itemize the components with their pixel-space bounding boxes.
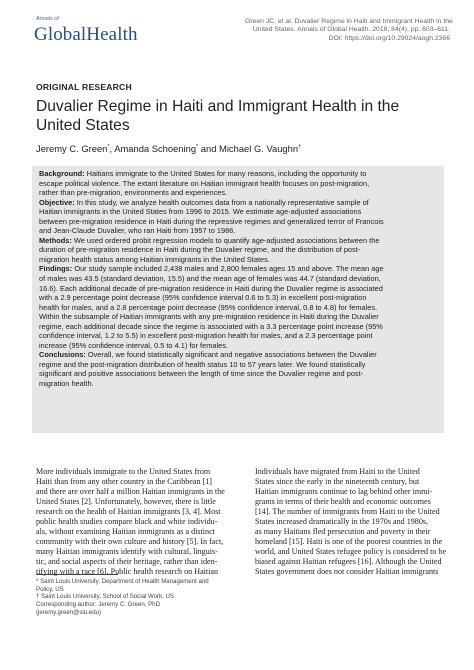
abstract-text: Haitian immigrants in the United States from 1996 to 2015. We estimate age-adjusted associations [39, 207, 362, 217]
body-column-right [255, 467, 449, 576]
abstract-text: increase (95% confidence interval, 0.5 to 4.1) for females. [39, 340, 228, 350]
body-text-line: and there are over half a million Haitian immigrants in the [36, 486, 225, 496]
abstract [39, 169, 439, 389]
body-text-line: biased against Haitian refugees [16]. Although the United [255, 556, 442, 566]
abstract-heading: Conclusions: [39, 350, 86, 360]
abstract-line [39, 274, 439, 284]
journal-logo-small: Annals of [36, 16, 59, 22]
abstract-line [39, 360, 439, 370]
body-column-left [36, 467, 229, 576]
abstract-line [39, 293, 439, 303]
body-text-line: United States [2]. Unfortunately, however, there is little [36, 496, 216, 506]
body-text-line: homeland [15]. Haiti is one of the poorest countries in the [255, 536, 443, 546]
body-text-line: [14]. The number of immigrants from Haiti to the United [255, 506, 440, 516]
footnote-line: Policy, US [36, 585, 64, 593]
abstract-line [39, 312, 439, 322]
footnote-line: * Saint Louis University, Department of Health Management and [36, 578, 209, 585]
citation-block [245, 18, 453, 43]
body-text-line: States government does not consider Haitian immigrants [255, 566, 439, 576]
title-line: United States [36, 117, 130, 134]
abstract-text: migration health. [39, 379, 94, 389]
abstract-text: Our study sample included 2,438 males and 2,800 females ages 15 and above. The mean age [72, 264, 384, 274]
abstract-text: Haitians immigrate to the United States for many reasons, including the opportunity to [84, 169, 367, 178]
body-text-line: world, and United States refugee policy is considered to be [255, 546, 447, 556]
abstract-line [39, 284, 439, 294]
author-name[interactable]: and Michael G. Vaughn [198, 143, 299, 154]
abstract-text: confidence interval, 1.2 to 5.5) in excellent post-migration health for males, and a 2.3 percentage point [39, 331, 373, 341]
abstract-text: regime and the post-migration distribution of health status 10 to 57 years later. We found statistically [39, 359, 366, 369]
author-list [36, 143, 301, 154]
abstract-text: significant and positive associations between the length of time since the Duvalier regime and post- [39, 369, 364, 379]
abstract-text: 16.6). Each additional decade of pre-migration residence in Haiti during the Duvalier regime is associated [39, 283, 383, 293]
body-text-line: als, without examining Haitian immigrants as a distinct [36, 526, 215, 536]
journal-logo-text: GlobalHealth [34, 24, 138, 45]
footnote-divider [36, 574, 118, 575]
body-text-line: Haiti than from any other country in the Caribbean [1] [36, 476, 212, 486]
abstract-line [39, 188, 439, 198]
abstract-text: and Jean-Claude Duvalier, who ran Haiti from 1957 to 1986. [39, 226, 236, 236]
abstract-line [39, 341, 439, 351]
body-text-line: grants in terms of their health and economic outcomes [255, 496, 431, 506]
body-text-line: as many Haitians fled persecution and poverty in their [255, 526, 431, 536]
abstract-heading: Methods: [39, 235, 72, 245]
abstract-text: migration health status among Haitian immigrants in the United States. [39, 254, 270, 264]
abstract-line [39, 179, 439, 189]
citation-line: United States. Annals of Global Health. 2018; 84(4), pp. 603–611. [252, 26, 450, 34]
abstract-text: Overall, we found statistically significant and negative associations between the Duvalier [85, 350, 377, 360]
abstract-text: regime, each additional decade since the regime is associated with a 3.3 percentage point increase (95% [39, 321, 383, 331]
footnote-line: † Saint Louis University, School of Social Work, US [36, 593, 174, 601]
body-text-line: public health studies compare black and white individu- [36, 516, 218, 526]
abstract-line [39, 350, 439, 360]
footnotes [36, 578, 236, 617]
affiliation-mark: * [196, 143, 199, 150]
abstract-line [39, 169, 439, 179]
abstract-text: Within the subsample of Haitian immigrants with any pre-migration residence in Haiti during the Duvalier [39, 312, 379, 322]
author-name[interactable]: Jeremy C. Green [36, 143, 108, 154]
abstract-line [39, 369, 439, 379]
abstract-heading: Background: [39, 169, 85, 178]
abstract-heading: Findings: [39, 264, 73, 274]
abstract-line [39, 264, 439, 274]
abstract-text: We used ordered probit regression models to quantify age-adjusted associations between the [71, 235, 380, 245]
footnote-line: Corresponding author: Jeremy C. Green, PhD [36, 601, 160, 609]
abstract-text: with a 2.9 percentage point decrease (95% confidence interval 0.6 to 5.3) in excellent post-migration [39, 293, 367, 303]
article-title [36, 97, 446, 135]
citation-line: Green JC, et al. Duvalier Regime in Haiti and Immigrant Health in the [245, 18, 453, 25]
abstract-line [39, 303, 439, 313]
body-text-line: tic, and social aspects of their heritage, rather than iden- [36, 556, 218, 566]
title-line: Duvalier Regime in Haiti and Immigrant Health in the [36, 98, 400, 115]
body-text-line: community with their own culture and history [5]. In fact, [36, 536, 224, 546]
abstract-line [39, 322, 439, 332]
author-name[interactable]: , Amanda Schoening [109, 143, 197, 154]
abstract-line [39, 331, 439, 341]
body-text-line: research on the health of Haitian immigrants [3, 4]. Most [36, 506, 221, 516]
abstract-text: duration of pre-migration residence in Haiti during the Duvalier regime, and the distribution of post- [39, 245, 361, 255]
affiliation-mark: † [298, 143, 302, 150]
abstract-line [39, 207, 439, 217]
abstract-text: In this study, we analyze health outcomes data from a nationally representative sample of [74, 197, 369, 207]
abstract-line [39, 379, 439, 389]
abstract-text: between pre-migration residence in Haiti during the repressive regimes and generalized terror of Francois [39, 216, 384, 226]
body-text-line: Individuals have migrated from Haiti to the United [255, 467, 420, 476]
affiliation-mark: * [107, 143, 110, 150]
abstract-line [39, 198, 439, 208]
body-text-line: More individuals immigrate to the United States from [36, 467, 211, 476]
body-text-line: Haitian immigrants continue to lag behind other immi- [255, 486, 433, 496]
abstract-text: of males was 43.5 (standard deviation, 15.5) and the mean age of females was 44.7 (standard deviation, [39, 274, 381, 284]
doi-link[interactable]: DOI: https://doi.org/10.29024/aogh.2366 [328, 34, 450, 42]
abstract-line [39, 226, 439, 236]
abstract-line [39, 255, 439, 265]
abstract-text: escape political violence. The extant literature on Haitian immigrant health focuses on post-migration, [39, 178, 370, 188]
body-text-line: tifying with a race [6]. Public health research on Haitian [36, 566, 219, 576]
body-text-line: States increased dramatically in the 1970s and 1980s, [255, 516, 429, 526]
abstract-line [39, 217, 439, 227]
abstract-text: rather than pre-migration, environments and experiences. [39, 188, 228, 198]
abstract-line [39, 245, 439, 255]
body-text-line: many Haitian immigrants identify with cultural, linguis- [36, 546, 218, 556]
email-link[interactable]: (jeremy.green@slu.edu) [36, 608, 102, 616]
body-text-line: States since the early in the nineteenth century, but [255, 476, 420, 486]
abstract-text: health for males, and a 2.8 percentage point decrease (95% confidence interval, 0.8 to 4.8) for females. [39, 302, 378, 312]
abstract-heading: Objective: [39, 197, 75, 207]
section-label: ORIGINAL RESEARCH [36, 82, 132, 92]
abstract-line [39, 236, 439, 246]
